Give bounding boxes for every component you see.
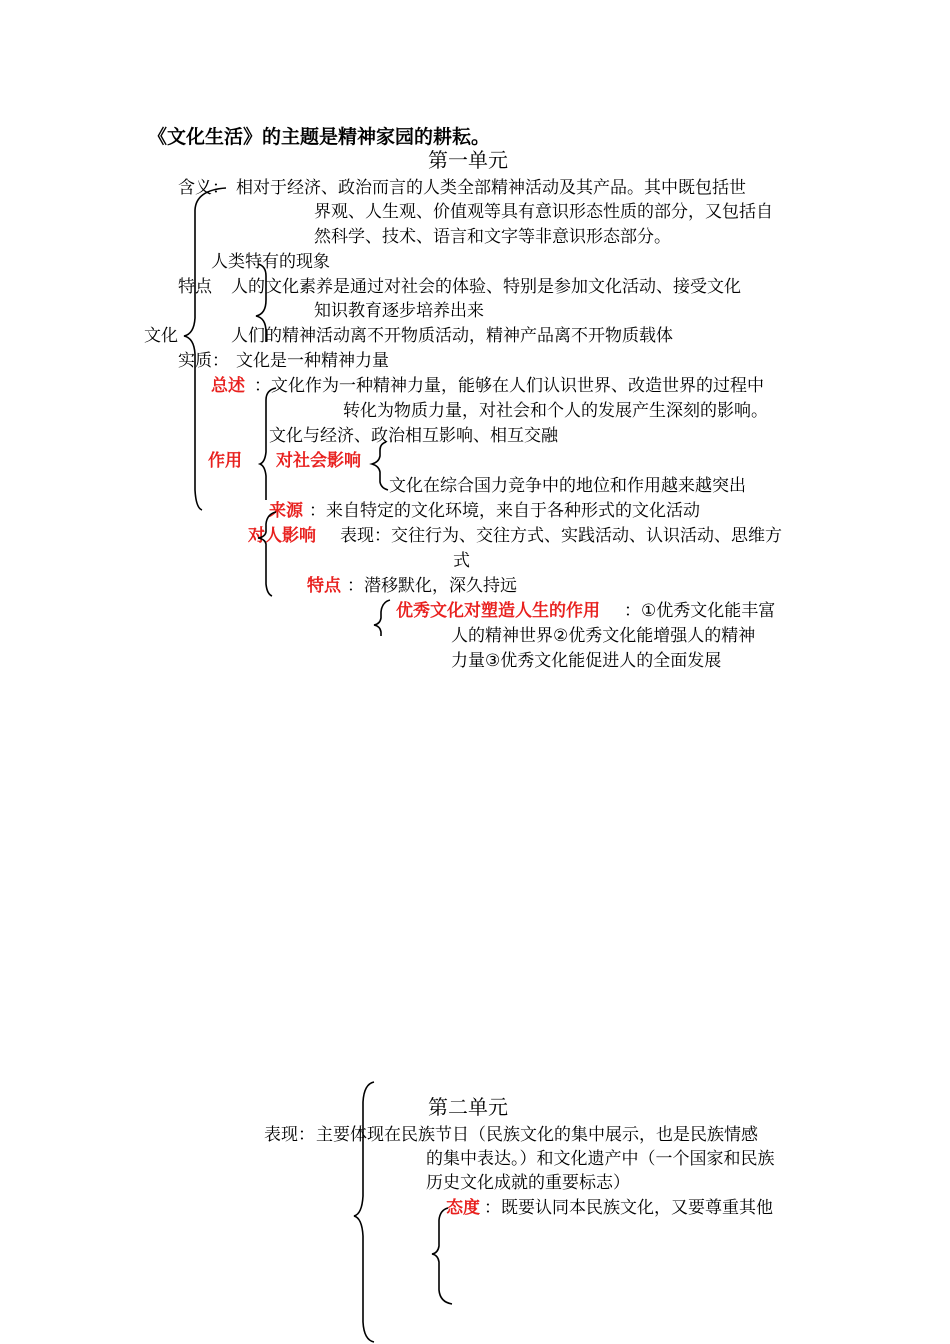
unit2-brace (354, 1082, 374, 1342)
culture-brace (184, 188, 226, 510)
excellent-line-1: ：①优秀文化能丰富 (624, 601, 776, 621)
unit1-heading: 第一单元 (428, 148, 508, 172)
society-brace (372, 442, 388, 490)
feature-item-3: 人们的精神活动离不开物质活动，精神产品离不开物质载体 (231, 326, 673, 346)
unit2-manifest-label: 表现： (264, 1125, 315, 1145)
theme-line: 《文化生活》的主题是精神家园的耕耘。 (148, 126, 491, 148)
feature-item-2-cont: 知识教育逐步培养出来 (314, 301, 484, 321)
meaning-line-1: 相对于经济、政治而言的人类全部精神活动及其产品。其中既包括世 (236, 178, 746, 198)
society-item-1: 文化与经济、政治相互影响、相互交融 (269, 426, 558, 446)
source-text: ：来自特定的文化环境，来自于各种形式的文化活动 (309, 501, 700, 521)
role-brace (260, 388, 276, 500)
overview-label: 总述 (211, 376, 245, 396)
overview-line-1: ：文化作为一种精神力量，能够在人们认识世界、改造世界的过程中 (254, 376, 764, 396)
society-label: 对社会影响 (276, 451, 361, 471)
manifest-line-2: 式 (453, 551, 470, 571)
source-label: 来源 (269, 501, 303, 521)
attitude-brace (432, 1208, 452, 1304)
trait-text: ：潜移默化，深久持远 (347, 576, 517, 596)
meaning-line-3: 然科学、技术、语言和文字等非意识形态部分。 (314, 227, 671, 247)
manifest-label: 表现： (340, 526, 391, 546)
essence-text: 文化是一种精神力量 (236, 351, 389, 371)
trait-brace (374, 600, 390, 636)
unit2-manifest-line-2: 的集中表达。）和文化遗产中（一个国家和民族 (426, 1149, 775, 1169)
feature-item-1: 人类特有的现象 (211, 252, 330, 272)
feature-item-2: 人的文化素养是通过对社会的体验、特别是参加文化活动、接受文化 (231, 277, 741, 297)
attitude-text: ：既要认同本民族文化，又要尊重其他 (484, 1198, 773, 1218)
essence-label: 实质： (178, 351, 229, 371)
manifest-line-1: 交往行为、交往方式、实践活动、认识活动、思维方 (391, 526, 782, 546)
person-brace (258, 512, 276, 596)
culture-root-label: 文化 (144, 326, 178, 346)
unit2-manifest-line-1: 主要体现在民族节日（民族文化的集中展示，也是民族情感 (316, 1125, 758, 1145)
excellent-line-3: 力量③优秀文化能促进人的全面发展 (451, 651, 722, 671)
role-label: 作用 (208, 451, 242, 471)
person-label: 对人影响 (248, 526, 316, 546)
excellent-label: 优秀文化对塑造人生的作用 (396, 601, 600, 621)
unit2-manifest-line-3: 历史文化成就的重要标志） (426, 1173, 630, 1193)
features-label: 特点 (178, 277, 212, 297)
unit2-heading: 第二单元 (428, 1095, 508, 1119)
meaning-label: 含义： (178, 178, 229, 198)
features-brace (256, 264, 266, 342)
meaning-line-2: 界观、人生观、价值观等具有意识形态性质的部分，又包括自 (314, 202, 773, 222)
excellent-line-2: 人的精神世界②优秀文化能增强人的精神 (451, 626, 756, 646)
trait-label: 特点 (307, 576, 341, 596)
attitude-label: 态度 (446, 1198, 480, 1218)
society-item-2: 文化在综合国力竞争中的地位和作用越来越突出 (389, 476, 746, 496)
overview-line-2: 转化为物质力量，对社会和个人的发展产生深刻的影响。 (343, 401, 768, 421)
